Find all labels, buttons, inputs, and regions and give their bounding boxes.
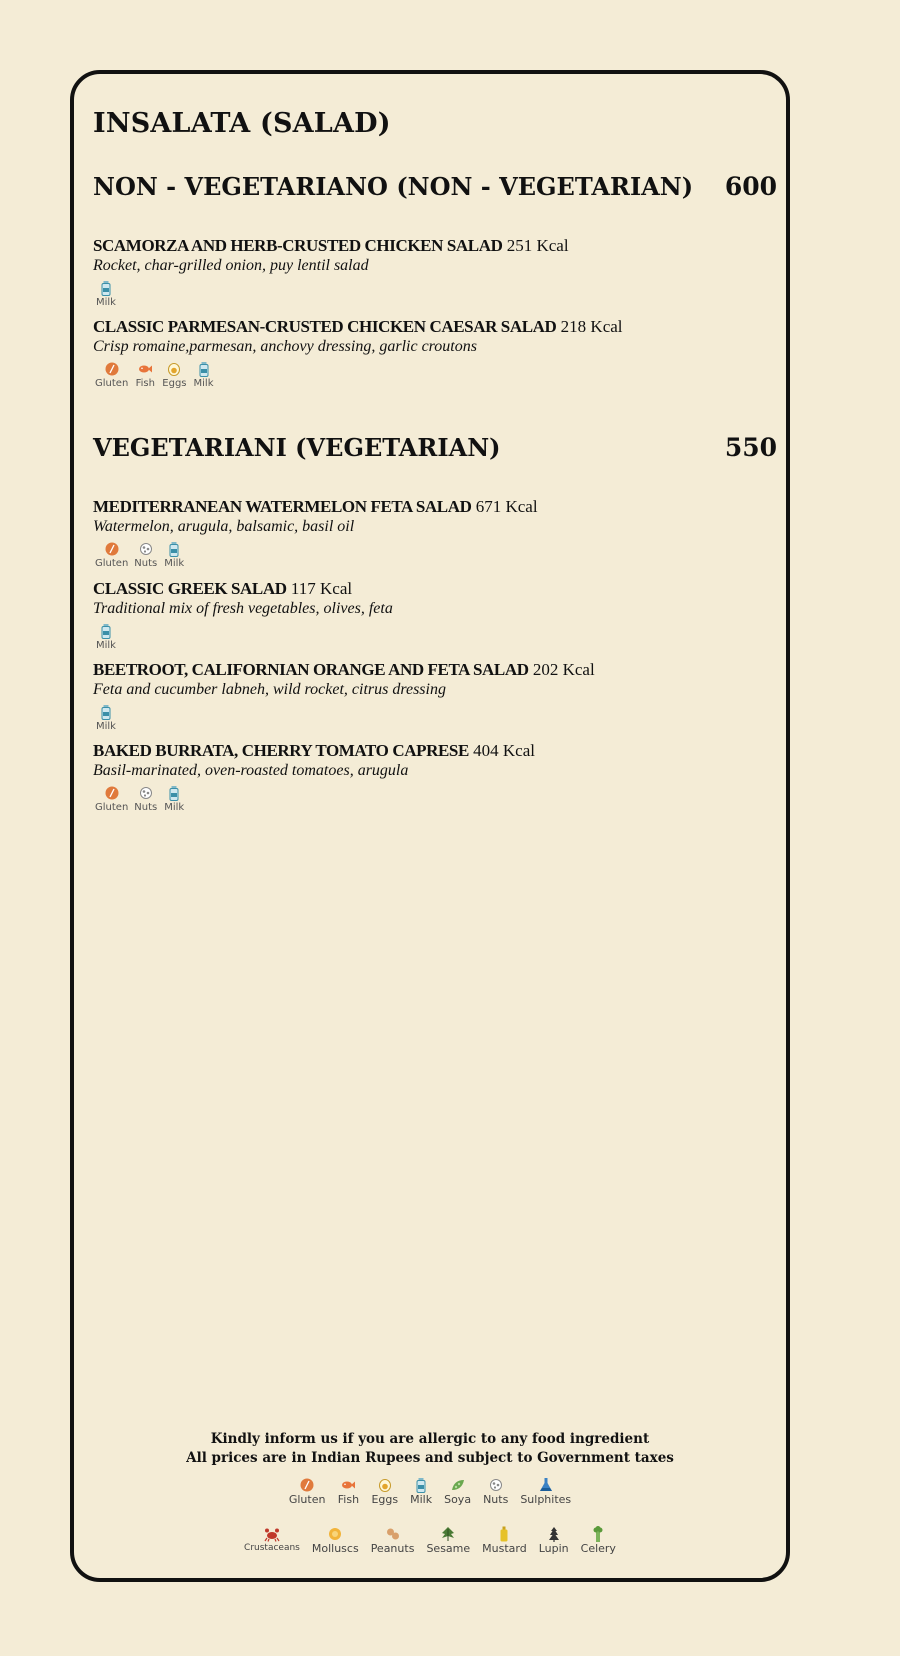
allergen-label: Sulphites <box>520 1493 572 1506</box>
allergen-label: Mustard <box>482 1542 527 1555</box>
fish-icon <box>340 1477 356 1493</box>
peanut-icon <box>385 1526 401 1542</box>
milk-bottle-icon <box>98 704 114 720</box>
allergen-label: Eggs <box>162 378 187 389</box>
allergen-label: Crustaceans <box>244 1543 300 1553</box>
page-title: INSALATA (SALAD) <box>93 108 391 139</box>
item-description: Traditional mix of fresh vegetables, olives, feta <box>93 600 393 617</box>
nut-icon <box>138 541 154 557</box>
allergen-milk <box>193 361 215 389</box>
milk-bottle-icon <box>98 623 114 639</box>
allergen-legend-row-1 <box>70 1477 790 1505</box>
allergen-gluten <box>95 785 128 813</box>
allergen-label: Nuts <box>134 558 158 569</box>
allergen-nuts <box>483 1477 508 1505</box>
item-kcal: 218 Kcal <box>560 317 623 336</box>
item-name: BAKED BURRATA, CHERRY TOMATO CAPRESE <box>93 741 469 760</box>
allergen-mustard <box>482 1526 527 1554</box>
sesame-leaf-icon <box>440 1526 456 1542</box>
section-heading: VEGETARIANI (VEGETARIAN) <box>93 433 501 462</box>
allergen-list <box>95 541 773 569</box>
item-kcal: 202 Kcal <box>532 660 595 679</box>
allergen-sulphites <box>520 1477 571 1505</box>
nut-icon <box>488 1477 504 1493</box>
item-description: Crisp romaine,parmesan, anchovy dressing, garlic croutons <box>93 338 477 355</box>
allergen-label: Nuts <box>134 802 158 813</box>
allergen-label: Gluten <box>95 558 129 569</box>
allergen-label: Celery <box>580 1542 616 1555</box>
section-header-non-vegetarian <box>93 172 777 201</box>
lupin-icon <box>546 1526 562 1542</box>
allergen-fish <box>337 1477 359 1505</box>
allergen-label: Nuts <box>483 1493 509 1506</box>
allergen-peanuts <box>371 1526 415 1554</box>
tax-notice-line: All prices are in Indian Rupees and subject to Government taxes <box>186 1450 674 1466</box>
allergen-label: Fish <box>135 378 155 389</box>
allergen-eggs <box>371 1477 398 1505</box>
allergen-milk <box>95 280 117 308</box>
milk-bottle-icon <box>196 361 212 377</box>
allergen-nuts <box>134 541 157 569</box>
section-price: 600 <box>724 172 777 201</box>
allergen-milk <box>163 785 185 813</box>
allergen-label: Eggs <box>371 1493 399 1506</box>
allergen-nuts <box>134 785 157 813</box>
allergen-label: Gluten <box>288 1493 326 1506</box>
item-name: SCAMORZA AND HERB-CRUSTED CHICKEN SALAD <box>93 236 503 255</box>
crab-icon <box>264 1526 280 1542</box>
section-header-vegetarian <box>93 433 777 462</box>
allergen-gluten <box>95 361 128 389</box>
allergen-label: Lupin <box>538 1542 569 1555</box>
allergen-gluten <box>289 1477 326 1505</box>
allergen-lupin <box>539 1526 569 1554</box>
item-kcal: 251 Kcal <box>506 236 569 255</box>
allergen-gluten <box>95 541 128 569</box>
menu-item <box>93 660 773 732</box>
allergen-list <box>95 280 773 308</box>
wheat-icon <box>104 541 120 557</box>
allergen-label: Sesame <box>426 1542 471 1555</box>
allergen-legend-row-2 <box>70 1526 790 1554</box>
allergen-soya <box>444 1477 471 1505</box>
allergen-label: Gluten <box>95 802 129 813</box>
allergen-list <box>95 361 773 389</box>
allergen-list <box>95 785 773 813</box>
allergen-label: Milk <box>164 558 185 569</box>
allergen-list <box>95 623 773 651</box>
item-description: Watermelon, arugula, balsamic, basil oil <box>93 518 355 535</box>
milk-bottle-icon <box>166 541 182 557</box>
wheat-icon <box>299 1477 315 1493</box>
menu-item <box>93 579 773 651</box>
egg-icon <box>377 1477 393 1493</box>
allergen-sesame <box>426 1526 470 1554</box>
shell-icon <box>327 1526 343 1542</box>
milk-bottle-icon <box>413 1477 429 1493</box>
section-price: 550 <box>724 433 777 462</box>
item-description: Rocket, char-grilled onion, puy lentil salad <box>93 257 369 274</box>
menu-item <box>93 497 773 569</box>
wheat-icon <box>104 361 120 377</box>
allergy-notice-line: Kindly inform us if you are allergic to any food ingredient <box>210 1431 650 1447</box>
allergen-list <box>95 704 773 732</box>
allergen-milk <box>95 623 117 651</box>
item-name: CLASSIC GREEK SALAD <box>93 579 287 598</box>
item-description: Basil-marinated, oven-roasted tomatoes, arugula <box>93 762 409 779</box>
allergen-eggs <box>162 361 186 389</box>
allergen-milk <box>410 1477 432 1505</box>
allergen-label: Milk <box>193 378 214 389</box>
allergen-fish <box>134 361 156 389</box>
allergen-label: Peanuts <box>370 1542 415 1555</box>
allergen-label: Gluten <box>95 378 129 389</box>
menu-item <box>93 741 773 813</box>
allergen-label: Fish <box>337 1493 360 1506</box>
menu-item <box>93 236 773 308</box>
milk-bottle-icon <box>166 785 182 801</box>
nut-icon <box>138 785 154 801</box>
item-name: CLASSIC PARMESAN-CRUSTED CHICKEN CAESAR SALAD <box>93 317 557 336</box>
celery-icon <box>590 1526 606 1542</box>
mustard-bottle-icon <box>496 1526 512 1542</box>
allergen-crustaceans <box>244 1526 300 1554</box>
allergen-label: Molluscs <box>311 1542 359 1555</box>
section-heading: NON - VEGETARIANO (NON - VEGETARIAN) <box>93 172 694 201</box>
allergen-molluscs <box>312 1526 359 1554</box>
item-description: Feta and cucumber labneh, wild rocket, citrus dressing <box>93 681 446 698</box>
allergy-notice <box>70 1430 790 1468</box>
allergen-label: Milk <box>164 802 185 813</box>
allergen-label: Soya <box>444 1493 472 1506</box>
wheat-icon <box>104 785 120 801</box>
allergen-label: Milk <box>96 640 116 651</box>
allergen-label: Milk <box>96 721 116 732</box>
allergen-label: Milk <box>96 297 116 308</box>
allergen-celery <box>581 1526 616 1554</box>
item-kcal: 117 Kcal <box>290 579 353 598</box>
allergen-milk <box>95 704 117 732</box>
egg-icon <box>166 361 182 377</box>
flask-icon <box>538 1477 554 1493</box>
item-kcal: 671 Kcal <box>475 497 538 516</box>
milk-bottle-icon <box>98 280 114 296</box>
soy-pod-icon <box>450 1477 466 1493</box>
item-name: MEDITERRANEAN WATERMELON FETA SALAD <box>93 497 472 516</box>
fish-icon <box>137 361 153 377</box>
menu-item <box>93 317 773 389</box>
allergen-label: Milk <box>410 1493 433 1506</box>
item-name: BEETROOT, CALIFORNIAN ORANGE AND FETA SALAD <box>93 660 529 679</box>
allergen-milk <box>163 541 185 569</box>
item-kcal: 404 Kcal <box>473 741 535 760</box>
